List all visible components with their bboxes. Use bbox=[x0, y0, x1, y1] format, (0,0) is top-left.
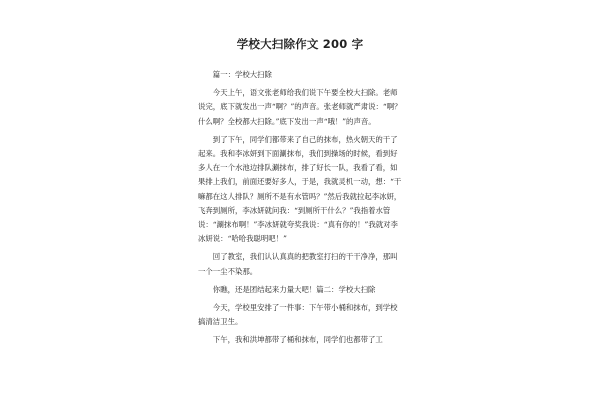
paragraph: 你瞧，还是团结起来力量大吧！篇二：学校大扫除 bbox=[212, 284, 376, 294]
paragraph: 到了下午，同学们都带来了自己的抹布，热火朝天的干了起来。我和李冰妍到下面涮抹布，我们到操场的时候，看到好多人在一个水池边排队涮抹布，排了好长一队，我看了看，如果排上我们，前面还要好多人，于是，我就灵机一动，想：“干嘛都在这人排队？厕所不是有水管吗？”然后我就拉起李冰妍，飞奔到厕所，李冰妍就问我：“到厕所干什么？”我指着水管说：“涮抹布啊！”李冰妍就夸奖我说：“真有你的！”我就对李冰妍说：“哈哈我聪明吧！” bbox=[198, 134, 402, 244]
section-heading: 篇一：学校大扫除 bbox=[212, 70, 272, 79]
document-body bbox=[198, 68, 404, 348]
paragraph: 今天上午，语文张老师给我们说下午要全校大扫除。老师说完，底下就发出一声“啊？”的声音。张老师就严肃说：“啊？什么啊？全校都大扫除。”底下发出一声“哦！”的声音。 bbox=[198, 88, 402, 126]
paragraph: 回了教室，我们认认真真的把教室打扫的干干净净，那叫一个一尘不染那。 bbox=[198, 252, 398, 276]
paragraph: 下午，我和洪坤都带了桶和抹布，同学们也都带了工 bbox=[212, 335, 383, 345]
paragraph: 今天，学校里安排了一件事：下午带小桶和抹布，到学校搞清洁卫生。 bbox=[198, 303, 398, 327]
document-title: 学校大扫除作文 200 字 bbox=[236, 37, 364, 51]
